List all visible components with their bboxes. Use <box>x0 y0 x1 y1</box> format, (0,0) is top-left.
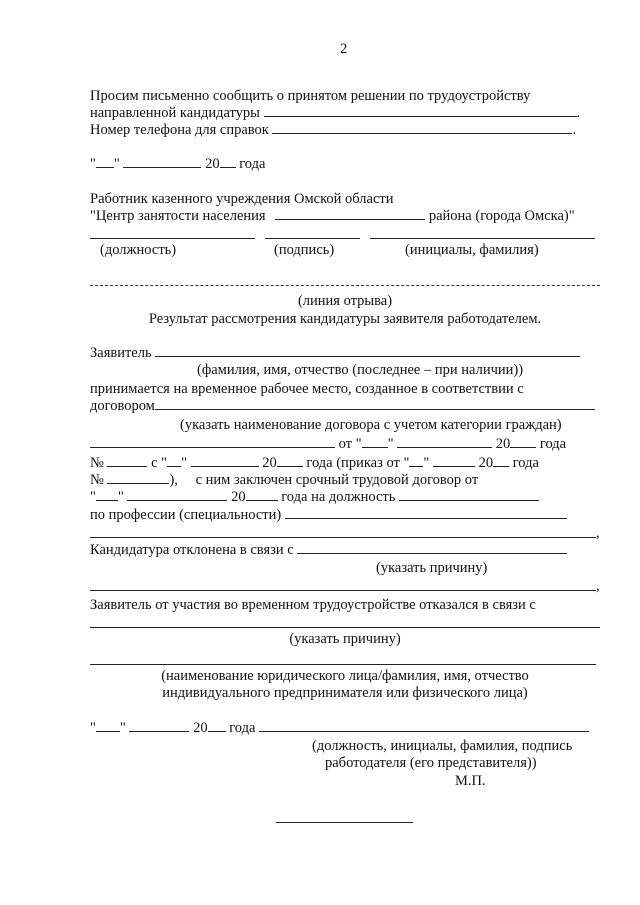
day-field[interactable] <box>96 155 114 168</box>
order-num-field[interactable] <box>107 471 169 484</box>
signature-line[interactable] <box>265 238 360 239</box>
quote: " <box>90 156 96 172</box>
year-label: года <box>229 720 256 736</box>
year-field[interactable] <box>208 719 226 732</box>
stamp-label: М.П. <box>455 773 486 789</box>
contract-name-field[interactable] <box>90 435 335 448</box>
month-field[interactable] <box>123 155 201 168</box>
quote: " <box>117 489 124 505</box>
rejected-hint: (указать причину) <box>376 560 488 576</box>
district-label: района (города Омска)" <box>428 208 575 224</box>
quote: " <box>387 436 394 452</box>
year-label: года <box>539 436 567 452</box>
applicant-label: Заявитель <box>90 345 152 361</box>
employer-sig-hint-2: работодателя (его представителя)) <box>325 755 537 771</box>
profession-cont-line[interactable] <box>90 537 596 538</box>
quote: " <box>90 720 96 736</box>
order-line <box>90 454 539 472</box>
page-number: 2 <box>340 41 348 57</box>
request-date <box>90 155 265 173</box>
footer-rule <box>276 822 413 823</box>
request-line-2: направленной кандидатуры . <box>90 105 581 121</box>
employer-signature-field[interactable] <box>259 719 589 732</box>
position-label: года на должность <box>281 489 396 505</box>
phone-line: Номер телефона для справок . <box>90 122 577 138</box>
year-prefix: 20 <box>495 436 511 452</box>
contract-label: договором <box>90 398 155 414</box>
request-text-1: Просим письменно сообщить о принятом решении по трудоустройству <box>90 88 531 104</box>
refused-hint: (указать причину) <box>289 631 401 647</box>
quote: " <box>423 455 430 471</box>
phone-label: Номер телефона для справок <box>90 122 269 138</box>
order-month-field[interactable] <box>433 454 475 467</box>
applicant-field[interactable] <box>155 344 580 357</box>
year-label: года <box>239 156 266 172</box>
sig-signature-hint: (подпись) <box>274 242 335 258</box>
fio-hint: (фамилия, имя, отчество (последнее – при наличии)) <box>197 362 524 378</box>
day-field[interactable] <box>96 488 118 501</box>
year-prefix: 20 <box>231 489 246 505</box>
accepted-line: принимается на временное рабочее место, созданное в соответствии с <box>90 381 524 397</box>
year-prefix: 20 <box>193 720 208 736</box>
quote: " <box>119 720 126 736</box>
candidate-label: направленной кандидатуры <box>90 105 260 121</box>
year-field[interactable] <box>246 488 278 501</box>
contract-date-line <box>90 435 566 453</box>
order-label: года (приказ от <box>306 455 400 471</box>
quote: " <box>181 455 187 471</box>
day-field[interactable] <box>96 719 120 732</box>
month-field[interactable] <box>129 719 189 732</box>
quote: " <box>161 455 168 471</box>
day-field[interactable] <box>362 435 388 448</box>
quote: " <box>403 455 410 471</box>
candidate-field[interactable] <box>264 104 577 117</box>
quote: " <box>355 436 362 452</box>
year-field[interactable] <box>510 435 536 448</box>
year-label: года <box>512 455 539 471</box>
from-label: с <box>151 455 158 471</box>
request-line-1 <box>90 87 600 105</box>
rejected-cont-line[interactable] <box>90 590 596 591</box>
contract-hint: (указать наименование договора с учетом категории граждан) <box>180 417 562 433</box>
comma: , <box>596 578 600 594</box>
refused-reason-line[interactable] <box>90 627 600 628</box>
year-prefix: 20 <box>205 156 220 172</box>
num-label: № <box>90 472 104 488</box>
contract-concluded-line <box>90 471 478 489</box>
employer-date-line <box>90 719 589 737</box>
center-label: "Центр занятости населения <box>90 208 266 224</box>
profession-line <box>90 506 567 524</box>
profession-field[interactable] <box>285 506 567 519</box>
rejected-reason-field[interactable] <box>297 541 567 554</box>
employer-hint-2: индивидуального предпринимателя или физического лица) <box>162 685 528 701</box>
order-day-field[interactable] <box>409 454 423 467</box>
contract-line <box>90 397 595 415</box>
rejected-line <box>90 541 567 559</box>
year-prefix: 20 <box>262 455 277 471</box>
paren-close: ), <box>169 472 178 488</box>
refused-line: Заявитель от участия во временном трудоустройстве отказался в связи с <box>90 597 536 613</box>
year-field[interactable] <box>277 454 303 467</box>
name-line[interactable] <box>370 238 595 239</box>
center-field[interactable] <box>275 207 425 220</box>
from-label: от <box>338 436 353 452</box>
day-field[interactable] <box>167 454 181 467</box>
position-line-2 <box>90 488 539 506</box>
concluded-label: с ним заключен срочный трудовой договор от <box>195 472 479 488</box>
order-year-field[interactable] <box>493 454 509 467</box>
employee-line-2 <box>90 207 575 225</box>
phone-field[interactable] <box>272 121 572 134</box>
result-title: Результат рассмотрения кандидатуры заявителя работодателем. <box>148 311 542 327</box>
month-field[interactable] <box>127 488 227 501</box>
profession-label: по профессии (специальности) <box>90 507 282 523</box>
comma: , <box>596 525 600 541</box>
num-field[interactable] <box>107 454 147 467</box>
contract-field[interactable] <box>155 397 595 410</box>
employer-name-line[interactable] <box>90 664 596 665</box>
quote: " <box>113 156 120 172</box>
tear-line <box>90 285 600 286</box>
year-prefix: 20 <box>478 455 494 471</box>
tear-label: (линия отрыва) <box>297 293 393 309</box>
month-field[interactable] <box>191 454 259 467</box>
sig-position-hint: (должность) <box>100 242 177 258</box>
employer-sig-hint-1: (должность, инициалы, фамилия, подпись <box>312 738 573 754</box>
num-label: № <box>90 455 104 471</box>
year-field[interactable] <box>220 155 236 168</box>
sig-name-hint: (инициалы, фамилия) <box>405 242 539 258</box>
position-line[interactable] <box>90 238 255 239</box>
employer-hint-1: (наименование юридического лица/фамилия, имя, отчество <box>161 668 529 684</box>
applicant-line <box>90 344 580 362</box>
rejected-label: Кандидатура отклонена в связи с <box>90 542 294 558</box>
job-position-field[interactable] <box>399 488 539 501</box>
employee-line-1: Работник казенного учреждения Омской области <box>90 191 394 207</box>
quote: " <box>90 489 96 505</box>
month-field[interactable] <box>397 435 492 448</box>
